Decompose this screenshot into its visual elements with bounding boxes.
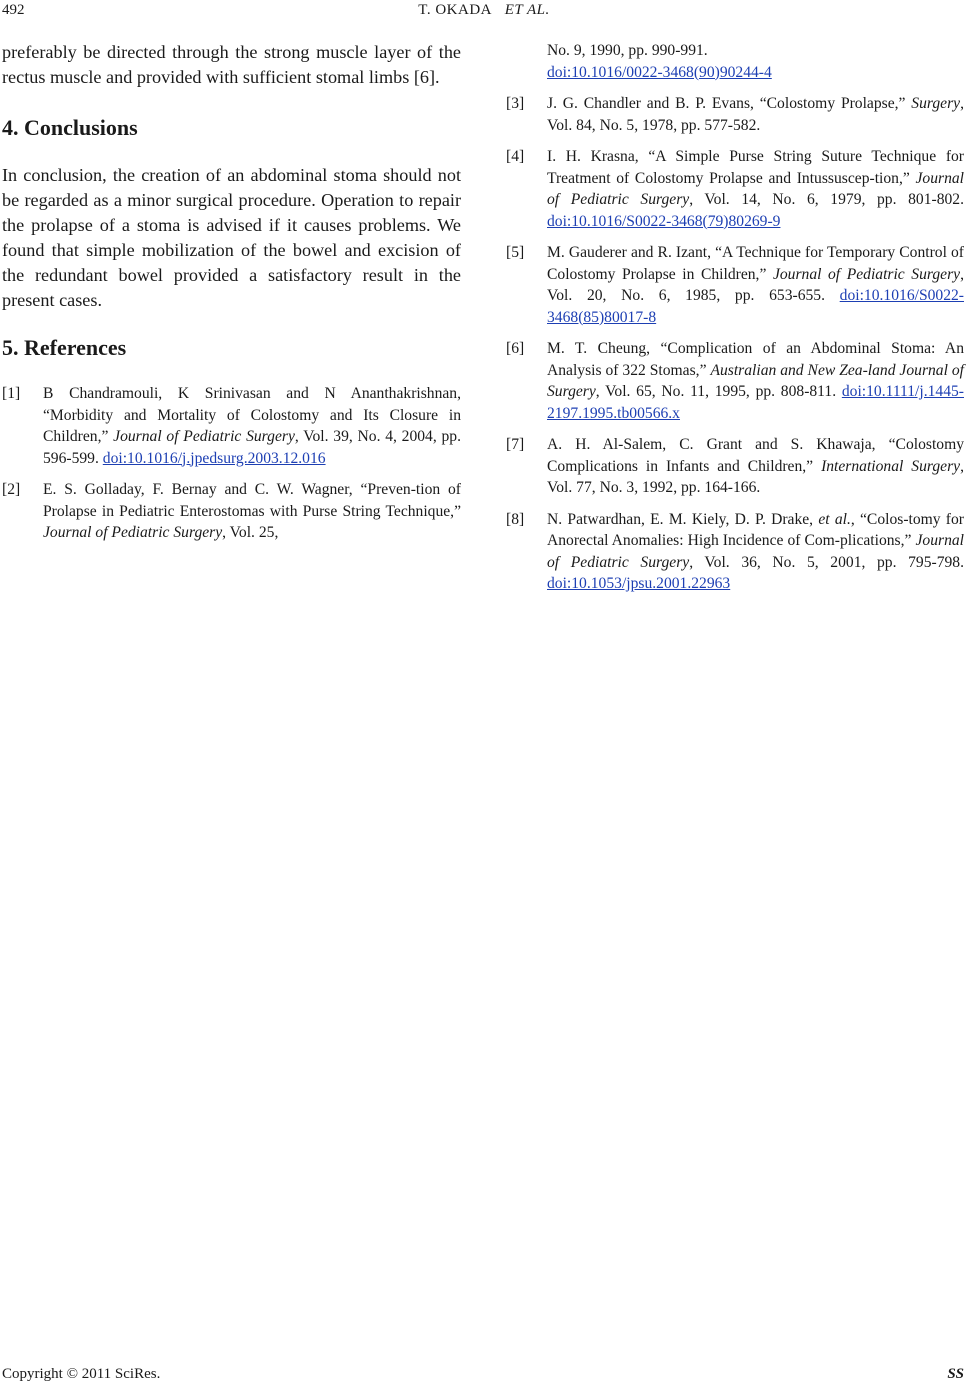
reference-item (506, 146, 964, 232)
doi-link[interactable]: doi:10.1111/j.1445-2197.1995.tb00566.x (547, 383, 964, 422)
reference-journal: Journal of Pediatric Surgery (547, 532, 964, 571)
reference-journal: Journal of Pediatric Surgery (547, 169, 964, 208)
reference-journal: Journal of Pediatric Surgery (772, 265, 961, 283)
reference-text: M. Gauderer and R. Izant, “A Technique for Temporary Control of Colostomy Prolapse in Children,” (547, 244, 964, 283)
reference-text: , Vol. 77, No. 3, 1992, pp. 164-166. (547, 457, 965, 496)
reference-journal: International Surgery (821, 457, 961, 475)
reference-text: I. H. Krasna, “A Simple Purse String Suture Technique for Treatment of Colostomy Prolapse and Intussuscep-tion,” (547, 148, 964, 187)
reference-text: , Vol. 39, No. 4, 2004, pp. 596-599. (43, 428, 462, 467)
doi-link[interactable]: doi:10.1053/jpsu.2001.22963 (547, 575, 731, 592)
reference-journal: Journal of Pediatric Surgery (43, 524, 223, 541)
reference-text: , Vol. 65, No. 11, 1995, pp. 808-811. (595, 383, 842, 400)
reference-item (506, 509, 964, 595)
running-title-authors: T. OKADA (418, 2, 492, 18)
reference-item (506, 338, 964, 424)
running-title (0, 2, 968, 19)
reference-continuation (506, 40, 964, 83)
reference-text: B Chandramouli, K Srinivasan and N Ananthakrishnan, “Morbidity and Mortality of Colostomy and Its Closure in Children,” (43, 385, 461, 445)
reference-text: N. Patwardhan, E. M. Kiely, D. P. Drake, (547, 510, 819, 528)
left-column (2, 40, 461, 554)
reference-item (506, 242, 964, 328)
doi-link[interactable]: doi:10.1016/S0022-3468(85)80017-8 (547, 287, 964, 326)
reference-text: A. H. Al-Salem, C. Grant and S. Khawaja, “Colostomy Complications in Infants and Children,” (547, 436, 964, 475)
reference-text: , Vol. 14, No. 6, 1979, pp. 801-802. (689, 191, 964, 208)
reference-text: No. 9, 1990, pp. 990-991. (547, 42, 708, 59)
reference-text: , Vol. 36, No. 5, 2001, pp. 795-798. (689, 553, 964, 571)
reference-item (506, 434, 964, 499)
reference-number: [6] (506, 340, 525, 357)
reference-journal: Australian and New Zea-land Journal of Surgery (547, 361, 965, 400)
page-header (0, 0, 968, 24)
running-title-etal: ET AL. (504, 2, 550, 18)
conclusions-paragraph: In conclusion, the creation of an abdominal stoma should not be regarded as a minor surgical procedure. Operation to repair the prolapse of a stoma is advised if it causes problems. We found that simple mobilization of the bowel and excision of the redundant bowel provided a satisfactory result in the present cases. (2, 165, 461, 310)
doi-link[interactable]: doi:10.1016/0022-3468(90)90244-4 (547, 63, 772, 81)
reference-text: , “Colos-tomy for Anorectal Anomalies: High Incidence of Com-plications,” (547, 510, 964, 549)
reference-text: , Vol. 25, (222, 524, 279, 541)
reference-number: [4] (506, 148, 525, 165)
conclusions-heading: 4. Conclusions (2, 115, 138, 140)
reference-number: [8] (506, 510, 525, 528)
reference-text: J. G. Chandler and B. P. Evans, “Colostomy Prolapse,” (547, 95, 912, 112)
journal-abbrev: SS (947, 1366, 964, 1382)
reference-number: [3] (506, 95, 525, 112)
doi-link[interactable]: doi:10.1016/S0022-3468(79)80269-9 (547, 212, 781, 230)
right-column (506, 40, 964, 605)
reference-text: , Vol. 84, No. 5, 1978, pp. 577-582. (547, 95, 964, 134)
reference-item (2, 383, 461, 469)
reference-item (506, 93, 964, 136)
reference-number: [7] (506, 436, 525, 453)
reference-text: E. S. Golladay, F. Bernay and C. W. Wagner, “Preven-tion of Prolapse in Pediatric Enterostomas with Purse String Technique,” (43, 481, 461, 520)
reference-etal: et al. (818, 510, 851, 528)
reference-list-left (2, 383, 461, 544)
copyright: Copyright © 2011 SciRes. (2, 1366, 161, 1382)
reference-number: [1] (2, 385, 21, 402)
doi-link[interactable]: doi:10.1016/j.jpedsurg.2003.12.016 (102, 449, 326, 467)
reference-journal: Journal of Pediatric Surgery (113, 428, 295, 445)
reference-journal: Surgery (911, 95, 961, 112)
reference-text: , Vol. 20, No. 6, 1985, pp. 653-655. (547, 265, 964, 304)
reference-text: M. T. Cheung, “Complication of an Abdominal Stoma: An Analysis of 322 Stomas,” (547, 340, 964, 379)
reference-number: [5] (506, 244, 525, 261)
references-heading: 5. References (2, 335, 127, 360)
reference-number: [2] (2, 481, 21, 498)
page-number: 492 (2, 2, 25, 18)
reference-item (2, 479, 461, 544)
intro-paragraph: preferably be directed through the strong muscle layer of the rectus muscle and provided with sufficient stomal limbs [6]. (2, 42, 461, 87)
